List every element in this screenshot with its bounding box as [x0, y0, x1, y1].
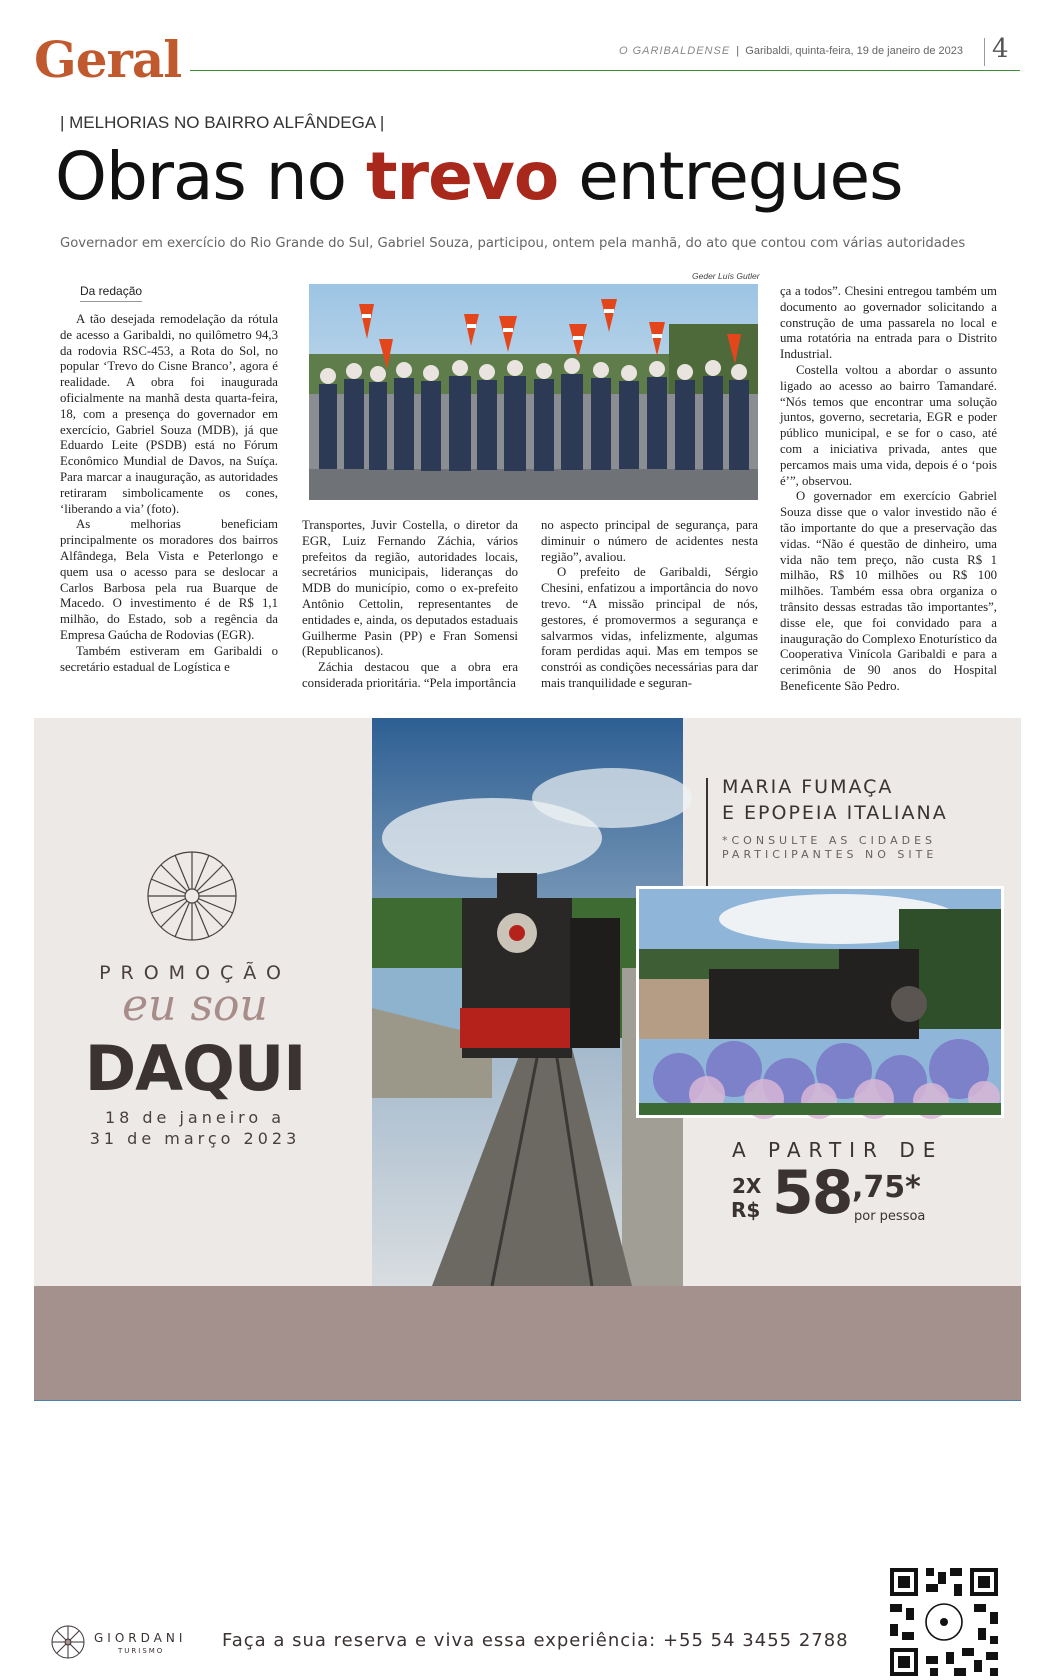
paragraph: no aspecto principal de segurança, para diminuir o número de acidentes nesta região”, avaliou.: [541, 518, 758, 564]
paragraph: Záchia destacou que a obra era considerada prioritária. “Pela importância: [302, 660, 518, 690]
paragraph: A tão desejada remodelação da rótula de acesso a Garibaldi, no quilômetro 94,3 da rodovia RSC-453, a Rota do Sol, no popular ‘Trevo do Cisne Branco’, agora é realidade. A obra foi inaugurada oficialmente na manhã desta quarta-feira, 18, com a presença do governador em exercício, Gabriel Souza (MDB), já que Eduardo Leite (PSDB) está no Fórum Econômico Mundial de Davos, na Suíça. Para marcar a inauguração, as autoridades retiraram simbolicamente os cones, ‘liberando a via’ (foto).: [60, 312, 278, 516]
headline-pre: Obras no: [55, 138, 366, 215]
section-title: Geral: [34, 30, 182, 89]
paragraph: Também estiveram em Garibaldi o secretário estadual de Logística e: [60, 643, 278, 674]
company-logo-icon: [50, 1624, 86, 1660]
tour-title-1: MARIA FUMAÇA: [722, 776, 894, 798]
price-installments: 2X: [732, 1174, 762, 1198]
sunburst-logo-icon: [144, 848, 240, 944]
article-column-2: [302, 518, 518, 692]
paragraph: Costella voltou a abordar o assunto ligado ao acesso ao bairro Tamandaré. “Nós temos que encontrar uma solução juntos, governo, secretaria, EGR e poder público municipal, e se for o caso, até com a iniciativa privada, antes que percamos mais uma vida, depois é o ‘pois é’”, observou.: [780, 362, 997, 488]
headline-post: entregues: [558, 138, 903, 215]
paragraph: O prefeito de Garibaldi, Sérgio Chesini, enfatizou a importância do novo trevo. “A missão principal de nós, gestores, é promovermos a segurança e salvarmos vidas, infelizmente, algumas foram perdidas aqui. Mas em tempos se constrói as condições necessárias para dar mais tranquilidade e seguran-: [541, 565, 758, 690]
page-number-divider: [984, 38, 985, 66]
price-value: 58: [772, 1158, 852, 1228]
article-column-1: [60, 312, 278, 692]
price-unit: por pessoa: [854, 1209, 926, 1224]
photo-credit: Geder Luís Gutler: [692, 271, 760, 281]
train-hydrangeas-photo: [636, 886, 1004, 1118]
period-line-2: 31 de março 2023: [89, 1129, 301, 1148]
ceremony-photo: [309, 284, 758, 500]
paragraph: Transportes, Juvir Costella, o diretor da EGR, Luiz Fernando Záchia, vários prefeitos da região, autoridades locais, secretários municipais, lideranças do MDB do município, como o ex-prefeito Antônio Cettolin, representantes de entidades e, ainda, os deputados estaduais Guilherme Pasin (PP) e Fran Somensi (Republicanos).: [302, 518, 518, 659]
company-name: GIORDANI: [94, 1631, 187, 1645]
paragraph: ça a todos”. Chesini entregou também um documento ao governador solicitando a construção de uma passarela no local e uma rotatória na entrada para o Distrito Industrial.: [780, 284, 997, 362]
tour-note-2: PARTICIPANTES NO SITE: [722, 848, 938, 861]
price-currency: R$: [731, 1198, 761, 1222]
ad-bottom-rule: [34, 1400, 1021, 1401]
tour-title-2: E EPOPEIA ITALIANA: [722, 802, 948, 824]
page-number: 4: [992, 34, 1009, 64]
advertisement: [34, 718, 1021, 1655]
paper-info: [619, 45, 963, 57]
company-sub: TURISMO: [118, 1647, 165, 1655]
ad-footer-band: [34, 1286, 1021, 1401]
header-rule: [190, 70, 1020, 71]
article-column-4: [780, 284, 997, 694]
article-column-3: [541, 518, 758, 692]
spacer-3: [50, 1621, 51, 1622]
paragraph: As melhorias beneficiam principalmente os moradores dos bairros Alfândega, Bela Vista e Peterlongo e quem usa o acesso para se deslocar a Carlos Barbosa pela rua Buarque de Macedo. O investimento é de R$ 1,1 milhão, do Estado, sob a regência da Empresa Gaúcha de Rodovias (EGR).: [60, 517, 278, 642]
tour-note-1: *CONSULTE AS CIDADES: [722, 834, 937, 847]
promo-script: eu sou: [122, 980, 268, 1031]
promo-label: PROMOÇÃO: [99, 962, 291, 984]
price-cents: ,75*: [852, 1170, 921, 1205]
subheadline: Governador em exercício do Rio Grande do Sul, Gabriel Souza, participou, ontem pela manhã, do ato que contou com várias autoridades: [60, 236, 966, 251]
byline: Da redação: [80, 284, 142, 302]
title-bar: [706, 778, 708, 888]
promo-main: DAQUI: [84, 1032, 306, 1105]
call-to-action: Faça a sua reserva e viva essa experiência: +55 54 3455 2788: [222, 1630, 849, 1651]
dateline: Garibaldi, quinta-feira, 19 de janeiro de 2023: [745, 45, 963, 57]
headline-highlight: trevo: [365, 138, 559, 215]
article-photo: [309, 284, 758, 500]
qr-code-icon[interactable]: [886, 1564, 1002, 1680]
kicker: | MELHORIAS NO BAIRRO ALFÂNDEGA |: [60, 113, 385, 132]
period-line-1: 18 de janeiro a: [104, 1108, 286, 1127]
headline: [55, 138, 903, 215]
paragraph: O governador em exercício Gabriel Souza disse que o valor investido não é tão importante do que a preservação das vidas. “Não é questão de dinheiro, uma vida não tem preço, não custa R$ 1 milhão, R$ 10 milhões ou R$ 100 milhões. Também essa obra organiza o trânsito dessas estradas tão importantes”, disse ele, que foi convidado para a inauguração do Complexo Enoturístico da Cooperativa Vinícola Garibaldi e para a cerimônia de 90 anos do Hospital Beneficente São Pedro.: [780, 489, 997, 693]
price-label: A PARTIR DE: [732, 1138, 944, 1162]
separator: |: [733, 45, 743, 57]
paper-name: O GARIBALDENSE: [618, 45, 731, 57]
